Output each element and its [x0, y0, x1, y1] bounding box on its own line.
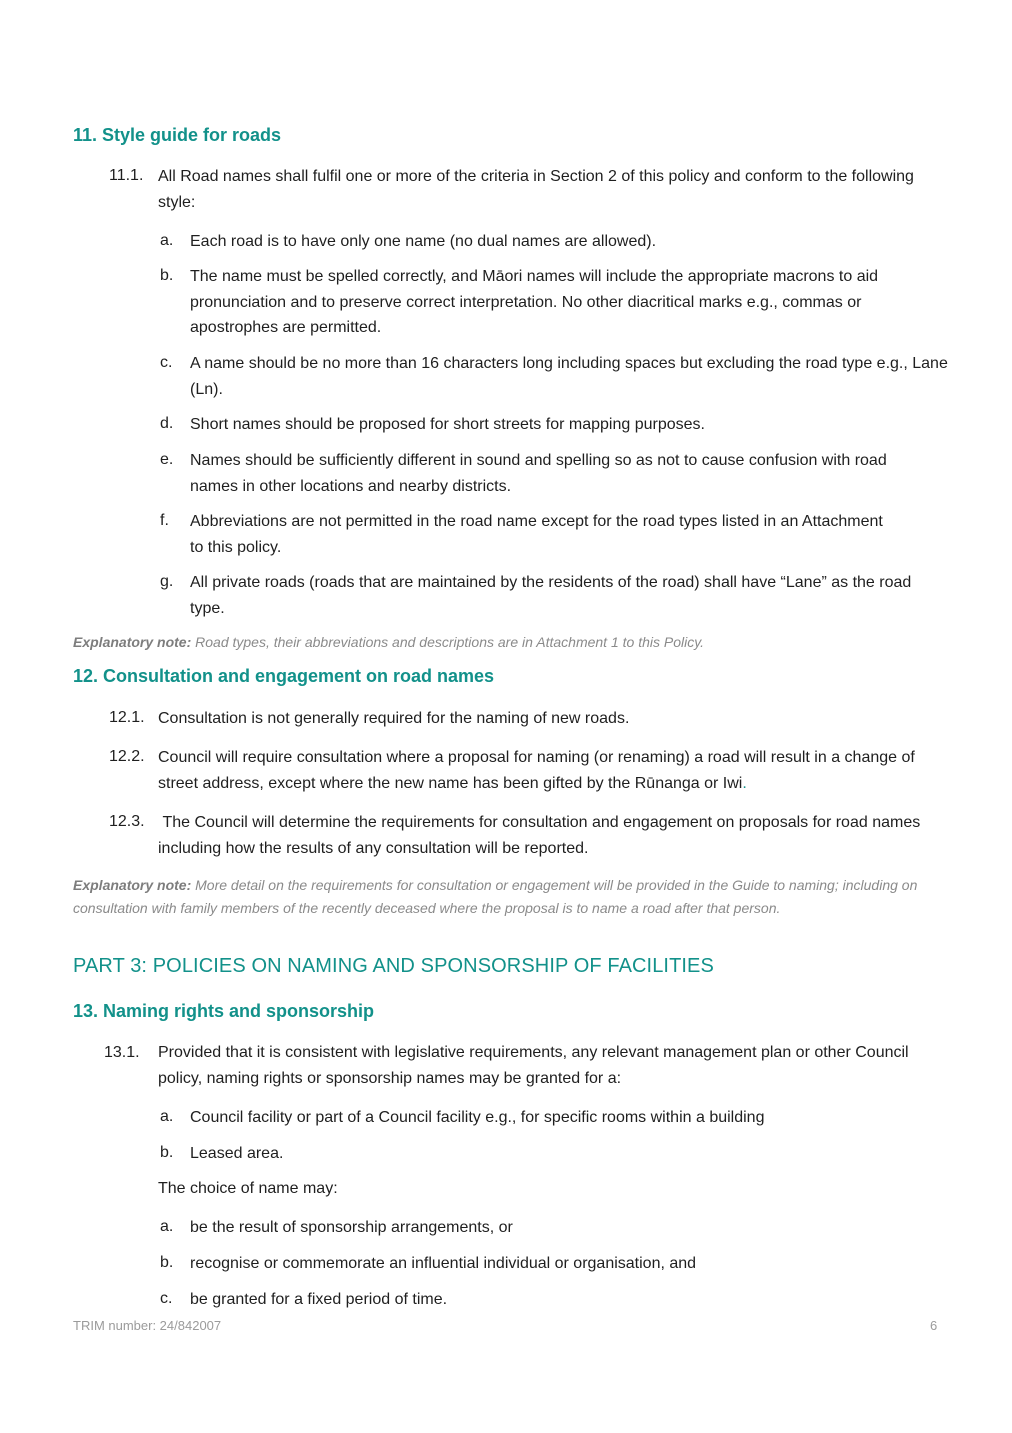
item-text: A name should be no more than 16 characters long including spaces but excluding the road type e.g., Lane (Ln).	[190, 355, 948, 398]
item-text: be the result of sponsorship arrangements, or	[190, 1219, 513, 1236]
item-text: Leased area.	[190, 1145, 284, 1162]
item-text: Short names should be proposed for short streets for mapping purposes.	[190, 416, 705, 433]
section-12-heading: 12. Consultation and engagement on road names	[73, 666, 495, 686]
choice-intro: The choice of name may:	[158, 1180, 338, 1197]
item-text: Council facility or part of a Council facility e.g., for specific rooms within a building	[190, 1109, 765, 1126]
page-number: 6	[930, 1318, 938, 1333]
explanatory-note	[73, 874, 948, 920]
clause-number: 12.1.	[109, 709, 145, 726]
item-letter: g.	[160, 573, 174, 590]
item-text: All private roads (roads that are maintained by the residents of the road) shall have “Lane” as the road type.	[190, 574, 912, 617]
part-3-heading: PART 3: POLICIES ON NAMING AND SPONSORSHIP OF FACILITIES	[73, 955, 714, 977]
item-letter: a.	[160, 232, 174, 249]
item-letter: f.	[160, 512, 169, 529]
section-11-heading: 11. Style guide for roads	[73, 125, 282, 145]
clause-text	[158, 745, 928, 796]
note-label: Explanatory note:	[73, 877, 192, 893]
trim-number: TRIM number: 24/842007	[73, 1318, 222, 1333]
note-label: Explanatory note:	[73, 634, 192, 650]
item-text: Each road is to have only one name (no dual names are allowed).	[190, 233, 657, 250]
item-letter: c.	[160, 354, 173, 371]
item-letter: b.	[160, 1144, 174, 1161]
item-text: Abbreviations are not permitted in the road name except for the road types listed in an Attachment to this policy.	[190, 513, 883, 556]
item-text: Names should be sufficiently different in sound and spelling so as not to cause confusion with road names in other locations and nearby districts.	[190, 452, 887, 495]
clause-text-main: Council will require consultation where a proposal for naming (or renaming) a road will result in a change of street address, except where the new name has been gifted by the Rūnanga or Iwi	[158, 749, 915, 792]
section-13-heading: 13. Naming rights and sponsorship	[73, 1001, 375, 1021]
item-letter: e.	[160, 451, 174, 468]
item-letter: b.	[160, 1254, 174, 1271]
clause-number: 13.1.	[104, 1044, 140, 1061]
clause-number: 11.1.	[109, 167, 144, 184]
item-letter: c.	[160, 1290, 173, 1307]
item-letter: b.	[160, 267, 174, 284]
clause-text: Provided that it is consistent with legislative requirements, any relevant management plan or other Council policy, naming rights or sponsorship names may be granted for a:	[158, 1044, 909, 1087]
clause-number: 12.2.	[109, 748, 145, 765]
note-text: More detail on the requirements for consultation or engagement will be provided in the Guide to naming; including on consultation with family members of the recently deceased where the proposal is to name a road after that person.	[73, 877, 918, 916]
explanatory-note	[73, 631, 953, 654]
item-text: recognise or commemorate an influential individual or organisation, and	[190, 1255, 697, 1272]
item-letter: d.	[160, 415, 174, 432]
clause-text: The Council will determine the requirements for consultation and engagement on proposals for road names including how the results of any consultation will be reported.	[158, 814, 925, 857]
item-letter: a.	[160, 1218, 174, 1235]
item-letter: a.	[160, 1108, 174, 1125]
item-text: The name must be spelled correctly, and Māori names will include the appropriate macrons to aid pronunciation and to preserve correct interpretation. No other diacritical marks e.g., commas or apostrophes are permitted.	[190, 268, 879, 336]
clause-number: 12.3.	[109, 813, 145, 830]
item-text: be granted for a fixed period of time.	[190, 1291, 448, 1308]
clause-text: Consultation is not generally required for the naming of new roads.	[158, 710, 630, 727]
clause-text-suffix: .	[742, 774, 747, 792]
clause-text: All Road names shall fulfil one or more of the criteria in Section 2 of this policy and conform to the following style:	[158, 168, 914, 211]
note-text: Road types, their abbreviations and descriptions are in Attachment 1 to this Policy.	[191, 634, 705, 650]
